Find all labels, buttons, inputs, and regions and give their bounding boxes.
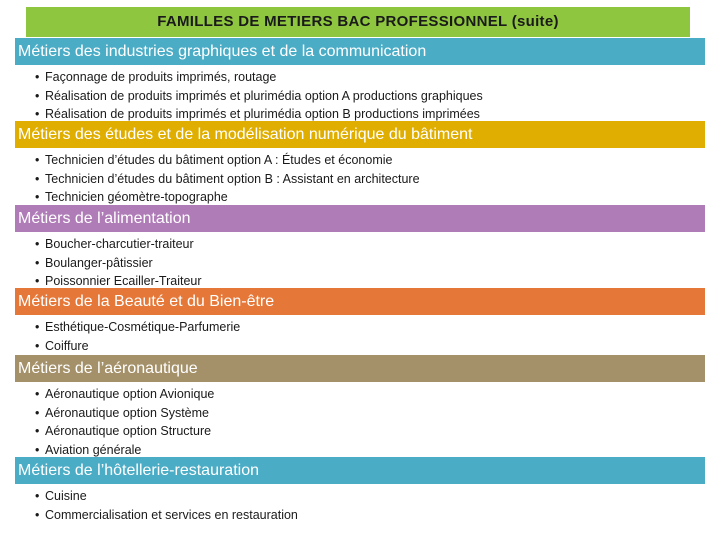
list-item-text: Poissonnier Ecailler-Traiteur: [45, 274, 202, 288]
bullet-icon: •: [35, 70, 40, 84]
list-item-text: Esthétique-Cosmétique-Parfumerie: [45, 320, 241, 334]
section-item-list: [15, 382, 705, 459]
list-item-text: Aéronautique option Système: [45, 405, 209, 420]
list-item: [15, 68, 705, 87]
list-item: [15, 422, 705, 441]
list-item-text: Coiffure: [45, 338, 89, 353]
list-item-text: Aéronautique option Avionique: [45, 387, 215, 401]
bullet-icon: •: [35, 171, 40, 186]
bullet-icon: •: [35, 442, 40, 457]
list-item-text: Technicien d’études du bâtiment option A : Études et économie: [45, 153, 393, 167]
section-beaute: [15, 288, 705, 358]
section-heading: Métiers des industries graphiques et de la communication: [15, 38, 705, 65]
bullet-icon: •: [35, 320, 40, 334]
list-item: [15, 151, 705, 170]
list-item-text: Aviation générale: [45, 442, 142, 457]
section-item-list: [15, 65, 705, 124]
list-item: [15, 385, 705, 404]
section-heading: Métiers des études et de la modélisation numérique du bâtiment: [15, 121, 705, 148]
bullet-icon: •: [35, 489, 40, 503]
list-item: [15, 318, 705, 337]
section-etudes-batiment: [15, 121, 705, 207]
bullet-icon: •: [35, 237, 40, 251]
bullet-icon: •: [35, 387, 40, 401]
section-heading: Métiers de l’aéronautique: [15, 355, 705, 382]
list-item-text: Cuisine: [45, 489, 87, 503]
list-item: [15, 404, 705, 423]
section-heading: Métiers de la Beauté et du Bien-être: [15, 288, 705, 315]
list-item-text: Aéronautique option Structure: [45, 424, 212, 438]
bullet-icon: •: [35, 274, 40, 288]
page-title: [26, 13, 690, 30]
list-item-text: Technicien géomètre-topographe: [45, 190, 228, 204]
list-item-text: Boucher-charcutier-traiteur: [45, 237, 194, 251]
bullet-icon: •: [35, 405, 40, 420]
section-alimentation: [15, 205, 705, 291]
section-heading: Métiers de l’hôtellerie-restauration: [15, 457, 705, 484]
list-item-text: Réalisation de produits imprimés et plurimédia option A productions graphiques: [45, 88, 483, 103]
bullet-icon: •: [35, 88, 40, 103]
list-item: [15, 235, 705, 254]
bullet-icon: •: [35, 507, 40, 522]
list-item-text: Boulanger-pâtissier: [45, 255, 153, 270]
list-item-text: Réalisation de produits imprimés et plurimédia option B productions imprimées: [45, 107, 480, 121]
section-item-list: [15, 232, 705, 291]
section-heading: Métiers de l’alimentation: [15, 205, 705, 232]
bullet-icon: •: [35, 338, 40, 353]
bullet-icon: •: [35, 153, 40, 167]
section-item-list: [15, 148, 705, 207]
bullet-icon: •: [35, 107, 40, 121]
title-banner: [26, 7, 690, 37]
list-item: [15, 506, 705, 525]
bullet-icon: •: [35, 255, 40, 270]
list-item: [15, 337, 705, 356]
section-aeronautique: [15, 355, 705, 459]
section-item-list: [15, 484, 705, 531]
list-item-text: Façonnage de produits imprimés, routage: [45, 70, 277, 84]
page-title-suffix: (suite): [511, 13, 559, 30]
list-item: [15, 170, 705, 189]
bullet-icon: •: [35, 190, 40, 204]
section-industries-graphiques: [15, 38, 705, 124]
list-item-text: Technicien d’études du bâtiment option B : Assistant en architecture: [45, 171, 420, 186]
list-item-text: Commercialisation et services en restauration: [45, 507, 298, 522]
list-item: [15, 87, 705, 106]
bullet-icon: •: [35, 424, 40, 438]
section-hotellerie: [15, 457, 705, 531]
list-item: [15, 188, 705, 207]
page-title-text: FAMILLES DE METIERS BAC PROFESSIONNEL: [157, 13, 508, 30]
section-item-list: [15, 315, 705, 358]
list-item: [15, 254, 705, 273]
list-item: [15, 487, 705, 506]
